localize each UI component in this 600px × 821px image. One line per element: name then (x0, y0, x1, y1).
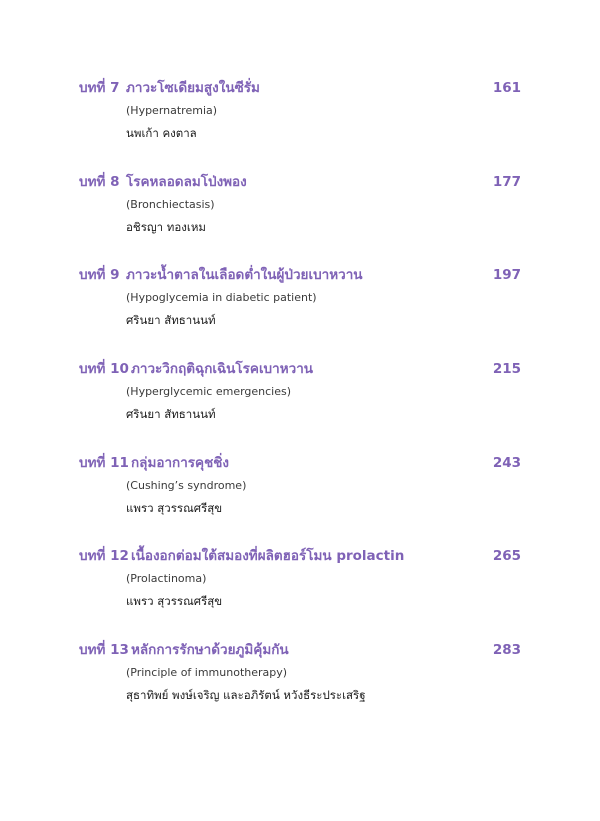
toc-entry-chapter-13[interactable] (79, 639, 521, 705)
toc-entry-chapter-11[interactable] (79, 452, 521, 518)
chapter-subtitle: (Hyperglycemic emergencies) (126, 385, 292, 398)
chapter-authors: ศรินยา สัทธานนท์ (126, 313, 216, 327)
chapter-title: โรคหลอดลมโป่งพอง (126, 174, 247, 190)
chapter-number: บทที่ 8 (79, 174, 120, 190)
chapter-heading (79, 264, 521, 286)
chapter-title: ภาวะโซเดียมสูงในซีรั่ม (126, 80, 260, 96)
chapter-subtitle: (Cushing’s syndrome) (126, 479, 247, 492)
page-number: 265 (492, 548, 521, 564)
chapter-heading (79, 77, 521, 99)
chapter-title: กลุ่มอาการคุชชิ่ง (131, 455, 229, 471)
chapter-subtitle: (Principle of immunotherapy) (126, 666, 288, 679)
chapter-title: เนื้องอกต่อมใต้สมองที่ผลิตฮอร์โมน prolactin (131, 548, 405, 564)
chapter-subtitle: (Hypernatremia) (126, 104, 218, 117)
toc-entry-chapter-10[interactable] (79, 358, 521, 424)
chapter-heading (79, 171, 521, 193)
chapter-authors: นพเก้า คงตาล (126, 126, 197, 140)
toc-entry-chapter-7[interactable] (79, 77, 521, 143)
chapter-subtitle: (Bronchiectasis) (126, 198, 215, 211)
chapter-subtitle: (Hypoglycemia in diabetic patient) (126, 291, 317, 304)
page-number: 177 (492, 174, 521, 190)
chapter-authors: ศรินยา สัทธานนท์ (126, 407, 216, 421)
chapter-authors: แพรว สุวรรณศรีสุข (126, 594, 223, 608)
chapter-title: ภาวะวิกฤติฉุกเฉินโรคเบาหวาน (131, 361, 313, 377)
chapter-subtitle: (Prolactinoma) (126, 572, 207, 585)
toc-entry-chapter-8[interactable] (79, 171, 521, 237)
chapter-number: บทที่ 10 (79, 361, 129, 377)
page-number: 197 (492, 267, 521, 283)
toc-entry-chapter-9[interactable] (79, 264, 521, 330)
chapter-number: บทที่ 7 (79, 80, 120, 96)
page-number: 243 (492, 455, 521, 471)
chapter-number: บทที่ 11 (79, 455, 129, 471)
chapter-heading (79, 452, 521, 474)
page-number: 283 (492, 642, 521, 658)
chapter-authors: อชิรญา ทองเหม (126, 220, 206, 234)
chapter-number: บทที่ 9 (79, 267, 120, 283)
chapter-authors: สุธาทิพย์ พงษ์เจริญ และอภิรัตน์ หวังธีระประเสริฐ (126, 688, 366, 702)
chapter-title: หลักการรักษาด้วยภูมิคุ้มกัน (131, 642, 289, 658)
chapter-title: ภาวะน้ำตาลในเลือดต่ำในผู้ป่วยเบาหวาน (126, 267, 363, 283)
chapter-heading (79, 545, 521, 567)
chapter-heading (79, 639, 521, 661)
chapter-number: บทที่ 13 (79, 642, 129, 658)
page-number: 215 (492, 361, 521, 377)
chapter-heading (79, 358, 521, 380)
chapter-authors: แพรว สุวรรณศรีสุข (126, 501, 223, 515)
toc-entry-chapter-12[interactable] (79, 545, 521, 611)
chapter-number: บทที่ 12 (79, 548, 129, 564)
page-number: 161 (492, 80, 521, 96)
